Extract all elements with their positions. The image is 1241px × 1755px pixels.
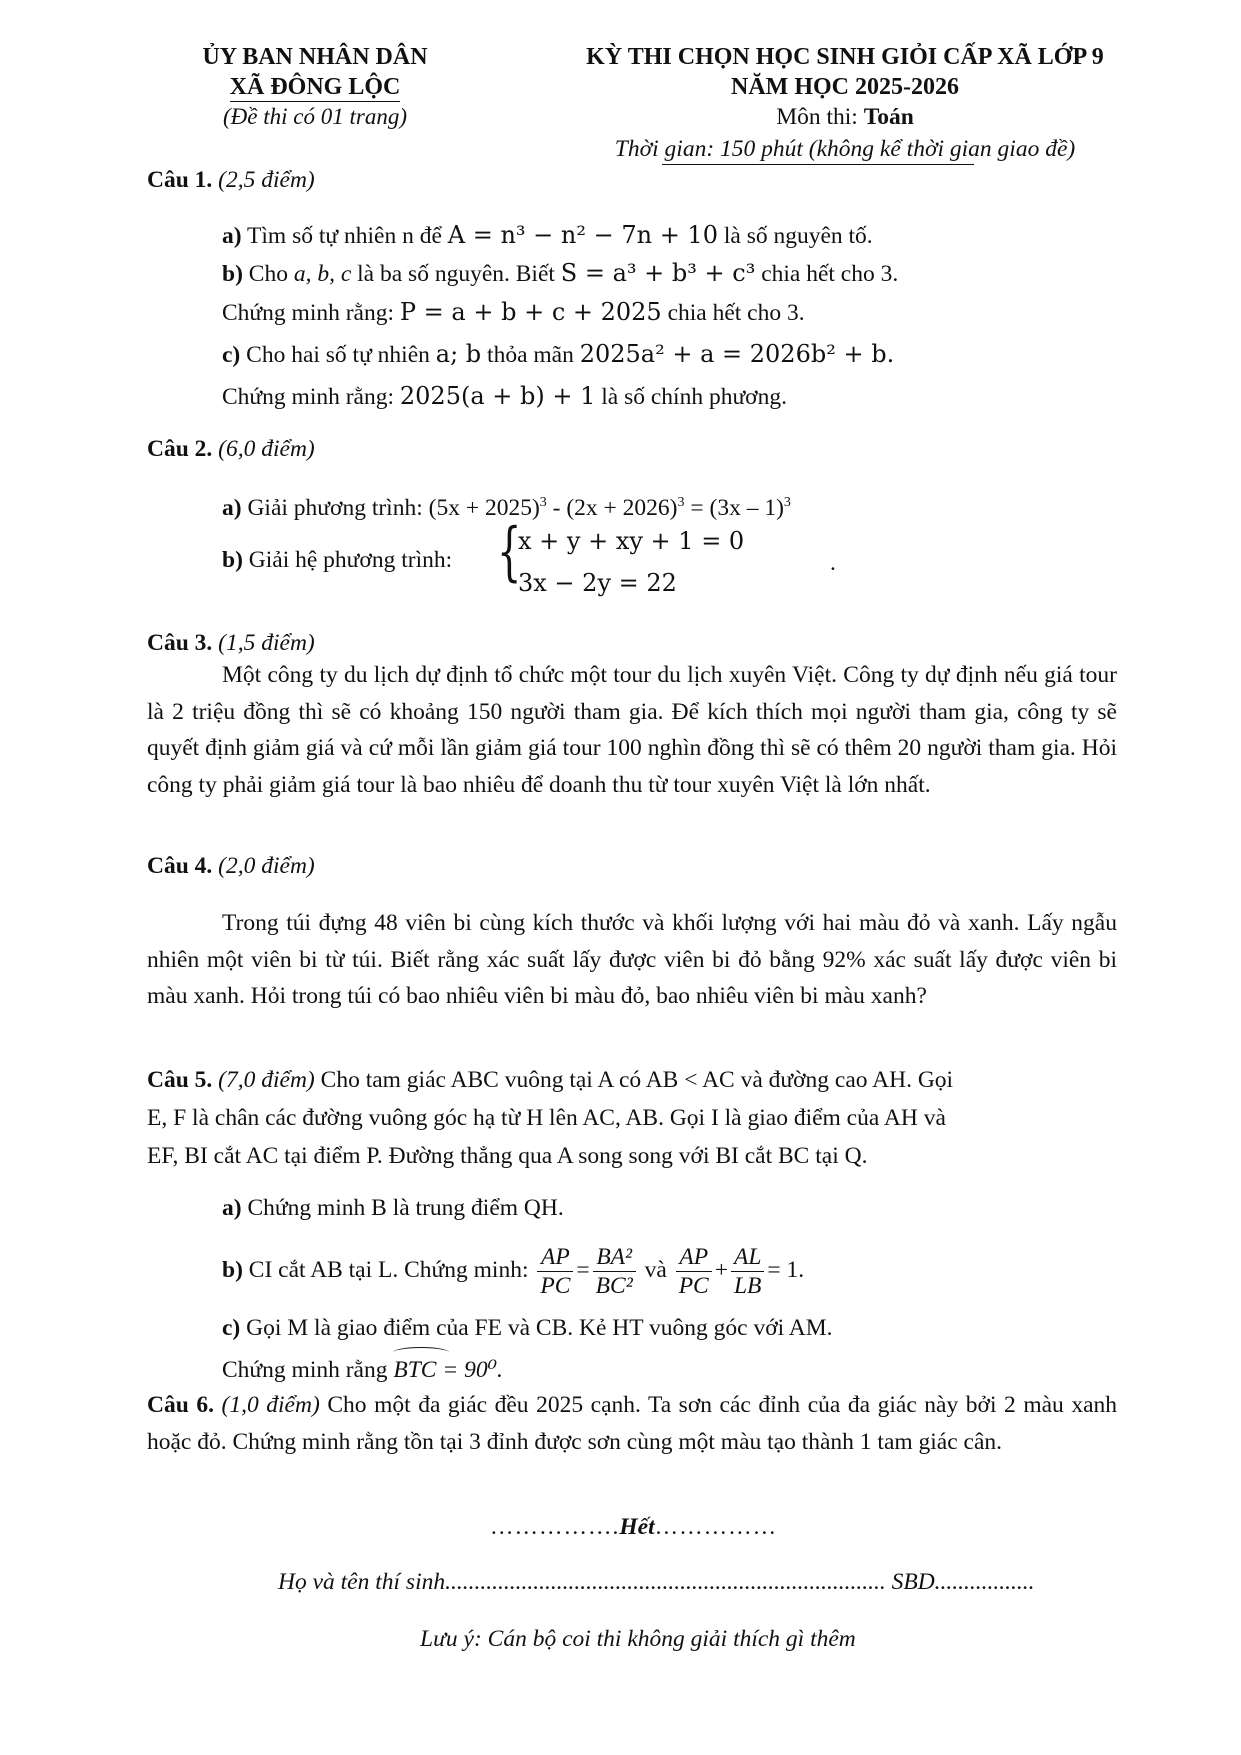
q5a-text: Chứng minh B là trung điểm QH. <box>247 1195 564 1221</box>
q2b-text: Giải hệ phương trình: <box>248 547 453 573</box>
q1c2-line <box>222 381 787 412</box>
school-year: NĂM HỌC 2025-2026 <box>731 74 959 100</box>
q2b-label: b) <box>222 547 243 573</box>
q1a-text1: Tìm số tự nhiên n để <box>247 223 442 249</box>
q5b-label: b) <box>222 1257 243 1283</box>
end-dots-right: …………… <box>654 1514 778 1540</box>
q2a-exp-3: 3 <box>783 495 791 510</box>
fraction-ba2-bc2 <box>593 1243 636 1300</box>
q4-body: Trong túi đựng 48 viên bi cùng kích thước và khối lượng với hai màu đỏ và xanh. Lấy ngẫu nhiên một viên bi từ túi. Biết rằng xác suất lấy được viên bi đỏ bằng 92% xác suất lấy được viên bi màu xanh. Hỏi trong túi có bao nhiêu viên bi màu đỏ, bao nhiêu viên bi màu xanh? <box>147 910 1117 1009</box>
q3-heading <box>147 628 315 658</box>
q1b-label: b) <box>222 261 243 287</box>
q1b2-text2: chia hết cho 3. <box>667 300 805 326</box>
frac4-den: LB <box>733 1273 762 1300</box>
q5b-and: và <box>644 1257 667 1283</box>
q2a-math-1: (5x + 2025) <box>428 494 540 521</box>
q2b-dot: . <box>830 550 836 576</box>
q6-body <box>147 1387 1117 1460</box>
q5c2-text: Chứng minh rằng <box>222 1357 388 1383</box>
commune-name <box>150 72 480 102</box>
q5-line2: E, F là chân các đường vuông góc hạ từ H lên AC, AB. Gọi I là giao điểm của AH và <box>147 1105 946 1131</box>
q5-line1-text: Cho tam giác ABC vuông tại A có AB < AC và đường cao AH. Gọi <box>320 1067 954 1093</box>
q1c-text2: thỏa mãn <box>487 342 574 368</box>
q6-title: Câu 6. <box>147 1392 214 1418</box>
q2a-math-3: = (3x – 1) <box>684 494 784 521</box>
q1a-line <box>222 220 873 251</box>
q5-line3: EF, BI cắt AC tại điểm P. Đường thẳng qua A song song với BI cắt BC tại Q. <box>147 1143 868 1169</box>
candidate-line: Họ và tên thí sinh........................................................................... SBD................. <box>278 1569 1035 1595</box>
end-word: Hết <box>619 1514 655 1540</box>
q1c-vars: a; b <box>435 340 482 368</box>
q1c-math: 2025a² + a = 2026b² + b <box>579 340 887 368</box>
q5-points: (7,0 điểm) <box>218 1067 315 1093</box>
q1b2-math: P = a + b + c + 2025 <box>399 298 662 326</box>
q3-points: (1,5 điểm) <box>218 630 315 656</box>
q5-title: Câu 5. <box>147 1067 213 1093</box>
q1-points: (2,5 điểm) <box>218 167 315 193</box>
q1b2-text1: Chứng minh rằng: <box>222 300 395 326</box>
q5b-end: = 1. <box>767 1257 805 1283</box>
frac1-num: AP <box>537 1243 573 1272</box>
subject-label: Môn thi: <box>776 104 864 130</box>
q6-text: Cho một đa giác đều 2025 cạnh. Ta sơn các đỉnh của đa giác này bởi 2 màu xanh hoặc đỏ. Chứng minh rằng tồn tại 3 đỉnh được sơn cùng một màu tạo thành 1 tam giác cân. <box>147 1392 1118 1455</box>
q5c2-line <box>222 1355 503 1385</box>
q5c2-math <box>393 1357 503 1383</box>
q1b2-line <box>222 297 805 328</box>
subject-value: Toán <box>863 104 914 130</box>
q2a-math-2: - (2x + 2026) <box>546 494 678 521</box>
end-dots-left: ……………. <box>490 1514 620 1540</box>
frac3-den: PC <box>678 1273 709 1300</box>
q2-title: Câu 2. <box>147 436 213 462</box>
footer-note: Lưu ý: Cán bộ coi thi không giải thích gì thêm <box>420 1626 856 1652</box>
q1a-text2: là số nguyên tố. <box>723 223 873 249</box>
q1b-text2: là ba số nguyên. Biết <box>357 261 555 287</box>
q1b-math: S = a³ + b³ + c³ <box>560 259 756 287</box>
authority-name: ỦY BAN NHÂN DÂN <box>202 44 428 70</box>
q1c2-text1: Chứng minh rằng: <box>222 384 395 410</box>
q2a-label: a) <box>222 494 242 521</box>
commune-name-text: XÃ ĐÔNG LỘC <box>229 74 401 100</box>
q1b-vars: a, b, c <box>293 261 352 287</box>
fraction-al-lb <box>731 1243 764 1300</box>
frac2-den: BC² <box>595 1273 633 1300</box>
q5c-line <box>222 1313 833 1343</box>
q5a-line <box>222 1193 564 1223</box>
frac2-num: BA² <box>593 1243 636 1272</box>
q1c2-math: 2025(a + b) + 1 <box>399 382 596 410</box>
q1c-line: c) Cho hai số tự nhiên a; b thỏa mãn 2025a² + a = 2026b² + b. <box>222 340 895 368</box>
q1b-text3: chia hết cho 3. <box>761 261 899 287</box>
q3-body: Một công ty du lịch dự định tổ chức một tour du lịch xuyên Việt. Công ty dự định nếu giá tour là 2 triệu đồng thì sẽ có khoảng 150 người tham gia. Để kích thích mọi người tham gia, công ty sẽ quyết định giảm giá và cứ mỗi lần giảm giá tour 100 nghìn đồng thì sẽ có thêm 20 người tham gia. Hỏi công ty phải giảm giá tour là bao nhiêu để doanh thu từ tour xuyên Việt là lớn nhất. <box>147 662 1117 798</box>
q2b-eq2: 3x − 2y = 22 <box>518 569 677 597</box>
q4-title: Câu 4. <box>147 853 213 879</box>
fraction-ap-pc <box>537 1243 573 1300</box>
q5c2-math-text: BTC = 90⁰. <box>393 1357 503 1383</box>
q1c2-text2: là số chính phương. <box>601 384 787 410</box>
q2-heading <box>147 434 315 464</box>
q5c-text: Gọi M là giao điểm của FE và CB. Kẻ HT vuông góc với AM. <box>246 1315 833 1341</box>
q2b-line <box>222 545 452 575</box>
time-underline <box>662 164 974 165</box>
q1a-math: A = n³ − n² − 7n + 10 <box>447 221 718 249</box>
q2a-exp-1: 3 <box>539 495 547 510</box>
q3-title: Câu 3. <box>147 630 213 656</box>
frac1-den: PC <box>540 1273 571 1300</box>
q1b-text1: Cho <box>248 261 288 287</box>
q2-points: (6,0 điểm) <box>218 436 315 462</box>
q6-points: (1,0 điểm) <box>221 1392 320 1418</box>
q5b-line: b) CI cắt AB tại L. Chứng minh: $\frac{AP}{PC}$ = $\frac{\text{BA²}}{\text{BC²}}$ và $\frac{AP}{PC}$ + $\frac{AL}{LB}$ = 1. <box>222 1244 805 1300</box>
exam-title: KỲ THI CHỌN HỌC SINH GIỎI CẤP XÃ LỚP 9 <box>586 44 1104 70</box>
frac3-num: AP <box>676 1243 712 1272</box>
q2b-eq1: x + y + xy + 1 = 0 <box>518 527 745 555</box>
q2a-text: Giải phương trình: <box>247 494 423 521</box>
q5b-text: CI cắt AB tại L. Chứng minh: <box>248 1257 529 1283</box>
q1b-line <box>222 258 898 289</box>
time-line: Thời gian: 150 phút (không kể thời gian giao đề) <box>614 136 1076 162</box>
q5a-label: a) <box>222 1195 242 1221</box>
q5-line1 <box>147 1065 1117 1095</box>
fraction-ap-pc-2 <box>676 1243 712 1300</box>
page-count-note: (Đề thi có 01 trang) <box>223 104 407 129</box>
q1c-label: c) <box>222 342 241 368</box>
q1-heading <box>147 165 315 195</box>
q1-title: Câu 1. <box>147 167 213 193</box>
system-brace: { <box>497 515 522 589</box>
frac4-num: AL <box>731 1243 764 1272</box>
q1a-label: a) <box>222 223 242 249</box>
end-marker <box>490 1512 777 1542</box>
q4-heading <box>147 851 315 881</box>
q5c-label: c) <box>222 1315 241 1341</box>
subject-line <box>495 102 1195 132</box>
q1c-text1: Cho hai số tự nhiên <box>246 342 430 368</box>
q4-points: (2,0 điểm) <box>218 853 315 879</box>
q2a-exp-2: 3 <box>677 495 685 510</box>
angle-arc <box>393 1347 449 1358</box>
